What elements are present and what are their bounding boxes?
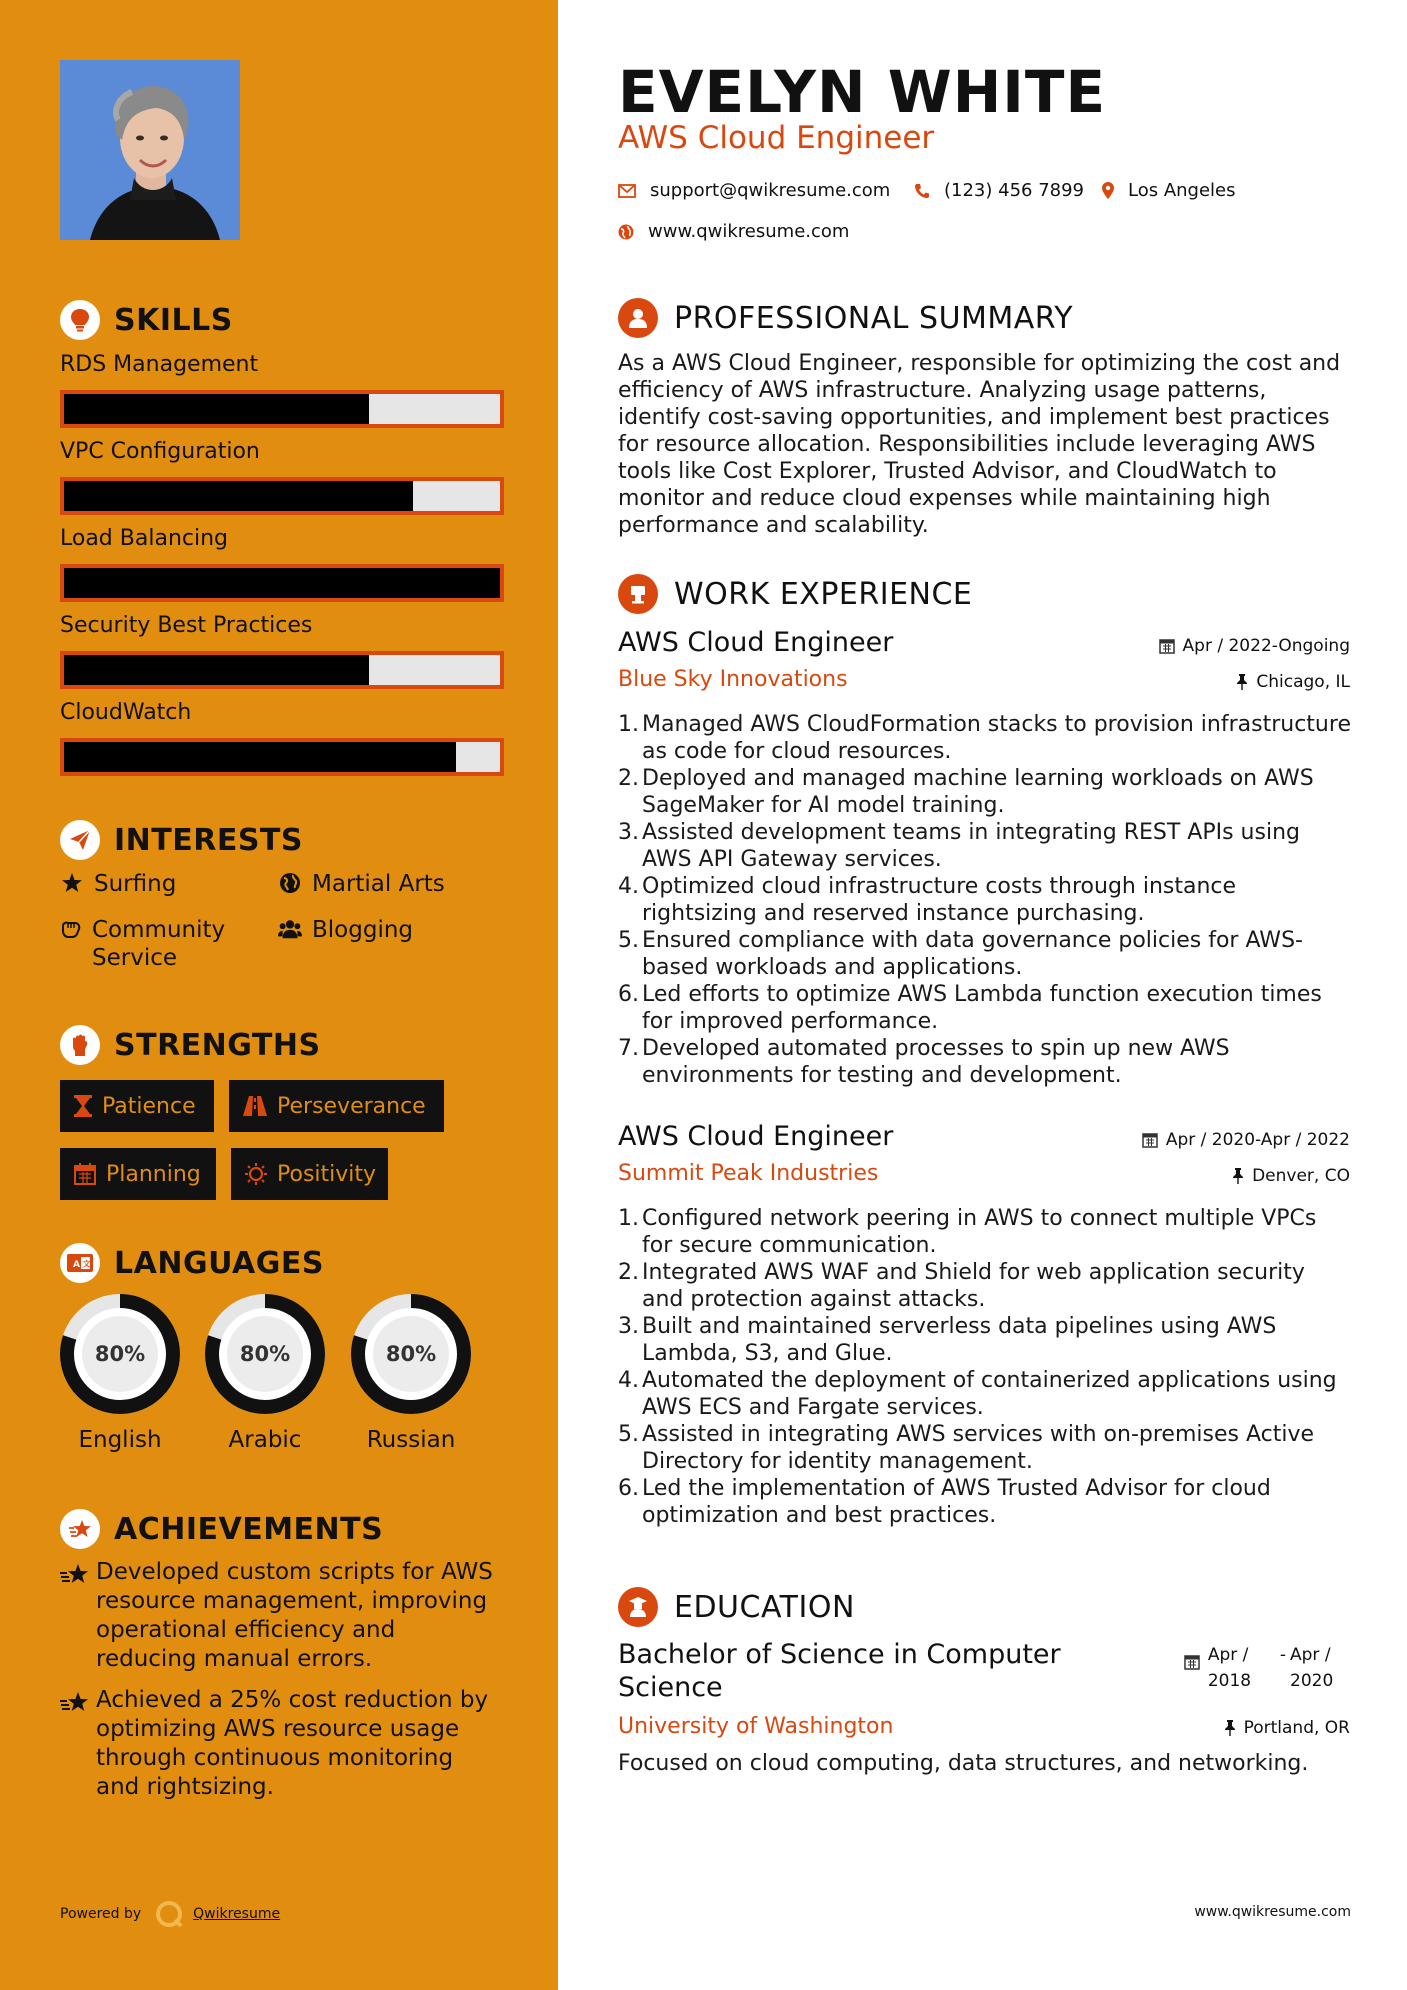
qwikresume-logo-icon [155, 1900, 183, 1928]
duty-text: Ensured compliance with data governance policies for AWS-based workloads and applications. [642, 928, 1303, 980]
skill-item [60, 698, 504, 776]
map-pin-icon [1102, 182, 1114, 199]
job-dates-text: Apr / 2020-Apr / 2022 [1165, 1130, 1350, 1150]
duty-item: 5. Ensured compliance with data governance policies for AWS-based workloads and applications. [618, 927, 1353, 981]
sun-icon [245, 1163, 267, 1185]
education-heading [618, 1587, 855, 1627]
job-location [1232, 1166, 1350, 1186]
strength-badge [60, 1080, 214, 1132]
duty-item: 7. Developed automated processes to spin up new AWS environments for testing and development. [618, 1035, 1353, 1089]
degree-title: Bachelor of Science in Computer Science [618, 1639, 1061, 1703]
education-start: Apr / 2018 [1207, 1645, 1252, 1691]
calendar-icon [1142, 1132, 1158, 1148]
strength-badge [231, 1148, 388, 1200]
languages-title: LANGUAGES [114, 1245, 324, 1281]
job-company: Blue Sky Innovations [618, 667, 848, 692]
duty-text: Assisted in integrating AWS services with on-premises Active Directory for identity management. [642, 1422, 1314, 1474]
svg-text:文: 文 [82, 1259, 91, 1269]
skills-title: SKILLS [114, 302, 233, 338]
skill-bar-fill [64, 568, 500, 598]
skill-bar-fill [64, 394, 369, 424]
strengths-section [60, 1023, 500, 1067]
interest-item [278, 916, 413, 944]
globe-icon [618, 224, 634, 240]
qwikresume-link[interactable]: Qwikresume [193, 1906, 281, 1922]
portrait-image [60, 60, 240, 240]
duty-text: Led the implementation of AWS Trusted Advisor for cloud optimization and best practices. [642, 1476, 1271, 1528]
road-icon [243, 1096, 267, 1116]
job-location-text: Chicago, IL [1256, 672, 1350, 692]
pushpin-icon [1232, 1168, 1244, 1184]
user-icon [618, 298, 658, 338]
interests-section [60, 818, 500, 862]
school-name: University of Washington [618, 1714, 894, 1739]
duty-item: 3. Built and maintained serverless data pipelines using AWS Lambda, S3, and Glue. [618, 1313, 1353, 1367]
pushpin-icon [1224, 1720, 1236, 1736]
achievement-item [60, 1686, 500, 1802]
experience-heading [618, 574, 972, 614]
duty-text: Developed automated processes to spin up new AWS environments for testing and development. [642, 1036, 1230, 1088]
achievements-heading [60, 1507, 500, 1551]
calendar-icon [74, 1163, 96, 1185]
duty-text: Optimized cloud infrastructure costs through instance rightsizing and reserved instance purchasing. [642, 874, 1237, 926]
language-icon [60, 1243, 100, 1283]
interest-label: Martial Arts [312, 871, 445, 897]
duty-item: 1. Configured network peering in AWS to connect multiple VPCs for secure communication. [618, 1205, 1353, 1259]
svg-text:A: A [73, 1260, 80, 1270]
skill-item [60, 350, 504, 428]
fist-icon [60, 1025, 100, 1065]
calendar-icon [1184, 1642, 1200, 1670]
duty-item: 2. Integrated AWS WAF and Shield for web application security and protection against attacks. [618, 1259, 1353, 1313]
education-description: Focused on cloud computing, data structures, and networking. [618, 1751, 1309, 1776]
job-duties [618, 711, 1353, 1089]
job-dates [1142, 1130, 1350, 1150]
interest-item [60, 870, 176, 898]
contact-location [1102, 180, 1236, 201]
skill-item [60, 524, 504, 602]
calendar-icon [1159, 638, 1175, 654]
duty-item: 4. Optimized cloud infrastructure costs through instance rightsizing and reserved instance purchasing. [618, 873, 1353, 927]
interests-title: INTERESTS [114, 822, 303, 858]
interest-item [60, 916, 260, 972]
language-percent: 80% [385, 1342, 437, 1366]
interests-heading [60, 818, 500, 862]
candidate-name: EVELYN WHITE [618, 58, 1107, 126]
phone-icon [914, 183, 930, 199]
duty-item: 6. Led efforts to optimize AWS Lambda function execution times for improved performance. [618, 981, 1353, 1035]
duty-item: 4. Automated the deployment of containerized applications using AWS ECS and Fargate services. [618, 1367, 1353, 1421]
website-text[interactable]: www.qwikresume.com [648, 221, 850, 242]
job-dates [1159, 636, 1350, 656]
education-location [1224, 1718, 1350, 1738]
duty-item: 2. Deployed and managed machine learning workloads on AWS SageMaker for AI model training. [618, 765, 1353, 819]
skill-label: VPC Configuration [60, 439, 260, 464]
date-separator: - [1279, 1645, 1286, 1665]
language-item [204, 1293, 326, 1453]
duty-text: Led efforts to optimize AWS Lambda function execution times for improved performance. [642, 982, 1322, 1034]
duty-item: 1. Managed AWS CloudFormation stacks to provision infrastructure as code for cloud resources. [618, 711, 1353, 765]
language-label: Russian [366, 1427, 456, 1453]
shooting-star-icon [60, 1509, 100, 1549]
achievements-title: ACHIEVEMENTS [114, 1511, 384, 1547]
globe-icon [278, 870, 302, 894]
skill-bar [60, 651, 504, 689]
duty-text: Configured network peering in AWS to connect multiple VPCs for secure communication. [642, 1206, 1317, 1258]
interest-label: Blogging [312, 917, 414, 943]
podium-icon [618, 574, 658, 614]
strength-label: Planning [106, 1161, 201, 1187]
candidate-role: AWS Cloud Engineer [618, 120, 935, 156]
lightbulb-icon [60, 300, 100, 340]
duty-text: Integrated AWS WAF and Shield for web application security and protection against attacks. [642, 1260, 1305, 1312]
location-text: Los Angeles [1128, 180, 1236, 201]
education-dates [1184, 1642, 1350, 1694]
hand-icon [60, 916, 82, 940]
skill-label: RDS Management [60, 352, 259, 377]
star-icon [60, 870, 84, 894]
job-location-text: Denver, CO [1252, 1166, 1350, 1186]
strength-label: Patience [102, 1093, 196, 1119]
duty-item: 6. Led the implementation of AWS Trusted Advisor for cloud optimization and best practices. [618, 1475, 1353, 1529]
envelope-icon [618, 184, 636, 198]
skill-bar [60, 477, 504, 515]
languages-heading [60, 1241, 500, 1285]
skill-label: Load Balancing [60, 526, 228, 551]
job-company: Summit Peak Industries [618, 1161, 879, 1186]
duty-text: Assisted development teams in integrating REST APIs using AWS API Gateway services. [642, 820, 1300, 872]
contact-email[interactable] [618, 180, 890, 201]
pushpin-icon [1236, 674, 1248, 690]
language-percent: 80% [239, 1342, 291, 1366]
skill-label: CloudWatch [60, 700, 192, 725]
strengths-heading [60, 1023, 500, 1067]
users-icon [278, 916, 302, 940]
summary-title: PROFESSIONAL SUMMARY [674, 300, 1074, 336]
skill-bar-fill [64, 655, 369, 685]
skill-label: Security Best Practices [60, 613, 313, 638]
email-text[interactable]: support@qwikresume.com [650, 180, 891, 201]
interest-label: Surfing [94, 871, 177, 897]
powered-by-label: Powered by [60, 1906, 142, 1922]
education-location-text: Portland, OR [1243, 1718, 1350, 1738]
job-title: AWS Cloud Engineer [618, 627, 894, 658]
language-percent: 80% [94, 1342, 146, 1366]
language-item [59, 1293, 181, 1453]
paper-plane-icon [60, 820, 100, 860]
strength-badge [60, 1148, 216, 1200]
language-label: Arabic [228, 1427, 302, 1453]
achievement-text: Developed custom scripts for AWS resource management, improving operational efficiency and reducing manual errors. [96, 1559, 493, 1672]
duty-item: 5. Assisted in integrating AWS services with on-premises Active Directory for identity management. [618, 1421, 1353, 1475]
education-end: Apr / 2020 [1290, 1645, 1334, 1691]
skill-item [60, 611, 504, 689]
achievement-text: Achieved a 25% cost reduction by optimizing AWS resource usage through continuous monitoring and rightsizing. [96, 1687, 489, 1800]
duty-item: 3. Assisted development teams in integrating REST APIs using AWS API Gateway services. [618, 819, 1353, 873]
interest-label: Community Service [92, 917, 226, 971]
phone-text[interactable]: (123) 456 7899 [944, 180, 1085, 201]
shooting-star-icon [60, 1558, 96, 1590]
strengths-title: STRENGTHS [114, 1027, 321, 1063]
strength-label: Positivity [277, 1161, 377, 1187]
duty-text: Managed AWS CloudFormation stacks to provision infrastructure as code for cloud resources. [642, 712, 1351, 764]
skills-section [60, 298, 500, 342]
duty-text: Automated the deployment of containerized applications using AWS ECS and Fargate services. [642, 1368, 1337, 1420]
achievements-section [60, 1507, 500, 1551]
achievement-item [60, 1558, 500, 1674]
skill-bar-fill [64, 481, 413, 511]
language-label: English [78, 1427, 162, 1453]
strength-label: Perseverance [277, 1093, 426, 1119]
graduation-icon [618, 1587, 658, 1627]
duty-text: Deployed and managed machine learning workloads on AWS SageMaker for AI model training. [642, 766, 1314, 818]
profile-photo [60, 60, 240, 240]
skill-bar [60, 738, 504, 776]
summary-text: As a AWS Cloud Engineer, responsible for optimizing the cost and efficiency of AWS infrastructure. Analyzing usage patterns, identify cost-saving opportunities, and implement best practices for resource allocation. Responsibilities include leveraging AWS tools like Cost Explorer, Trusted Advisor, and CloudWatch to monitor and reduce cloud expenses while maintaining high performance and scalability. [618, 351, 1341, 538]
duty-text: Built and maintained serverless data pipelines using AWS Lambda, S3, and Glue. [642, 1314, 1277, 1366]
sidebar [0, 0, 558, 1990]
contact-website[interactable] [618, 221, 849, 242]
skill-bar [60, 564, 504, 602]
footer-website[interactable]: www.qwikresume.com [1194, 1904, 1351, 1920]
strength-badge [229, 1080, 444, 1132]
experience-title: WORK EXPERIENCE [674, 576, 973, 612]
skill-bar-fill [64, 742, 456, 772]
languages-section [60, 1241, 500, 1285]
job-duties [618, 1205, 1353, 1529]
powered-by [60, 1900, 280, 1928]
shooting-star-icon [60, 1686, 96, 1718]
skill-bar [60, 390, 504, 428]
interest-item [278, 870, 445, 898]
job-title: AWS Cloud Engineer [618, 1121, 894, 1152]
skills-heading [60, 298, 500, 342]
hourglass-icon [74, 1095, 92, 1117]
language-item [350, 1293, 472, 1453]
job-dates-text: Apr / 2022-Ongoing [1182, 636, 1350, 656]
summary-heading [618, 298, 1073, 338]
contact-phone[interactable] [914, 180, 1084, 201]
job-location [1236, 672, 1350, 692]
skill-item [60, 437, 504, 515]
education-title: EDUCATION [674, 1589, 855, 1625]
